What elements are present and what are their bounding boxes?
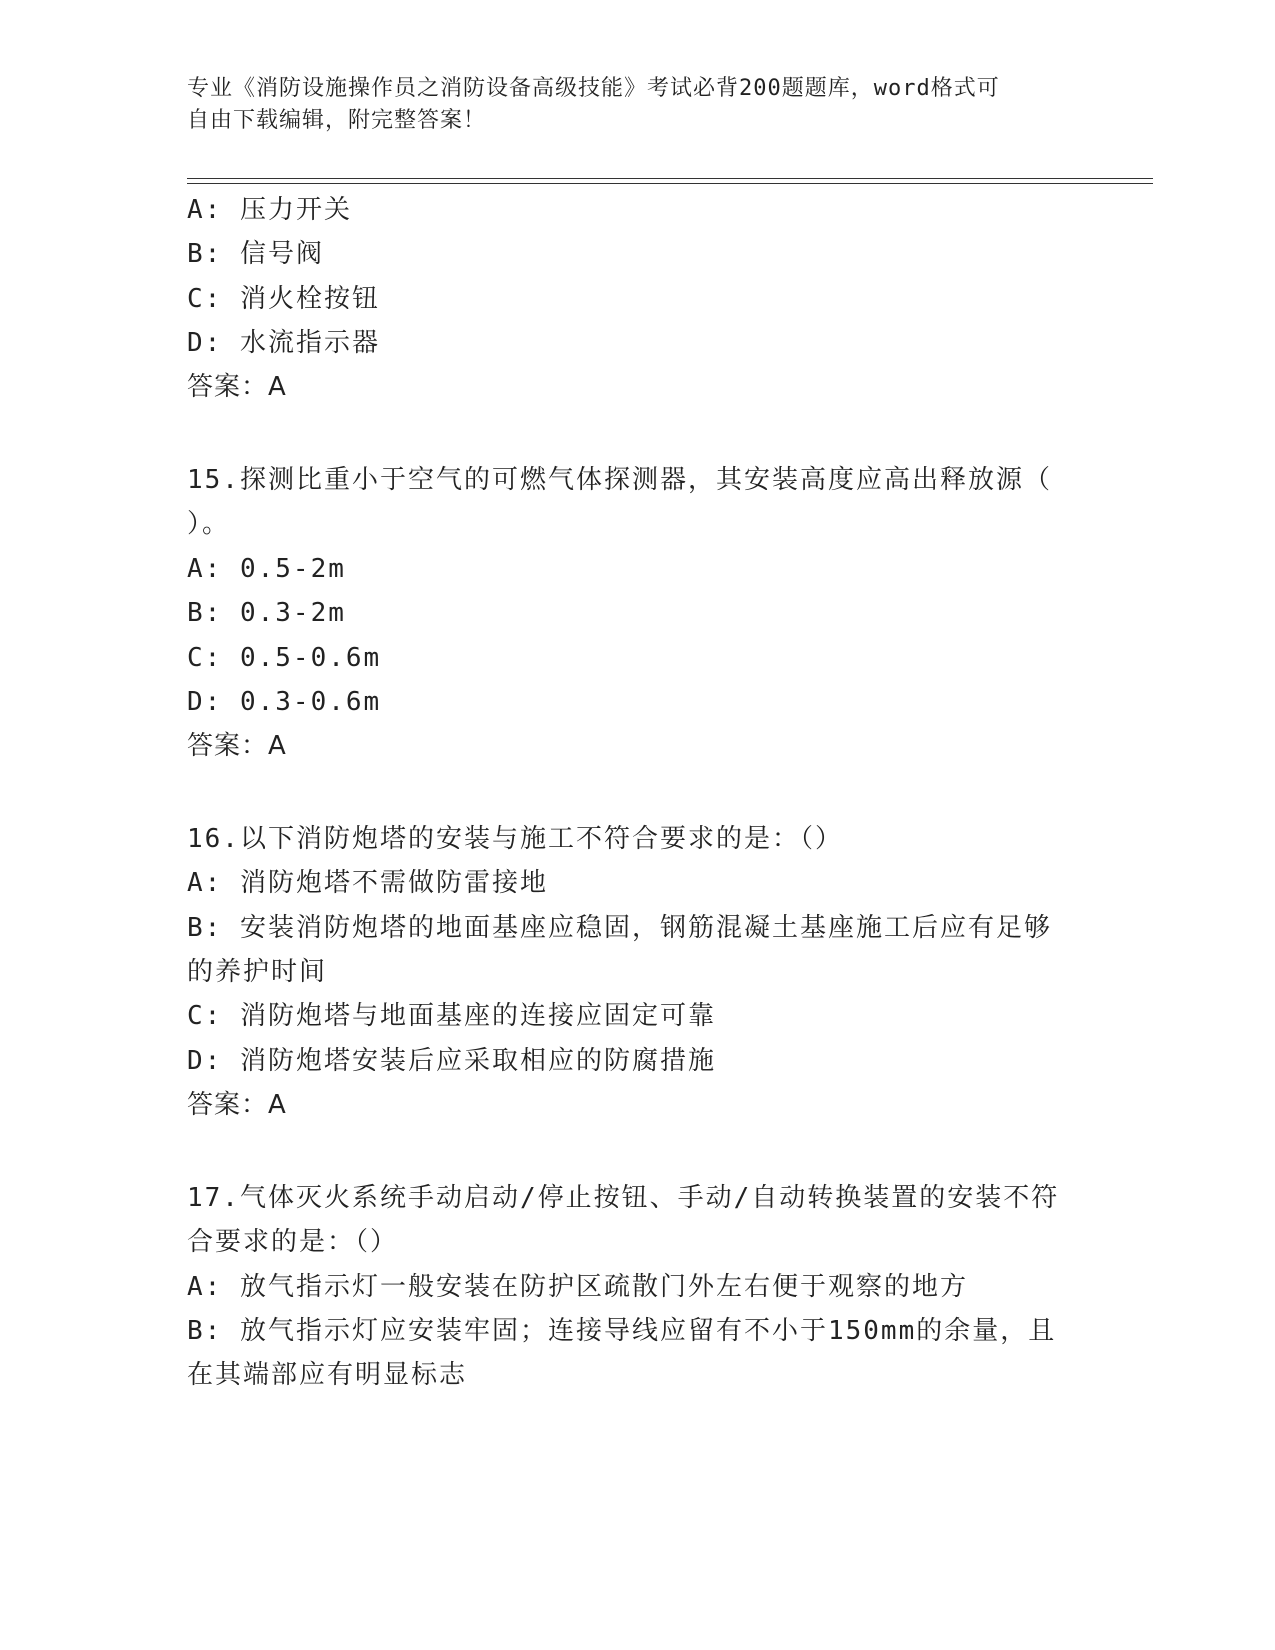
q16-option-c: C: 消防炮塔与地面基座的连接应固定可靠 — [187, 1001, 716, 1031]
q15-answer: 答案：A — [187, 731, 287, 761]
header-rule-bottom — [187, 183, 1153, 184]
q14-answer: 答案：A — [187, 372, 287, 402]
q16-option-d: D: 消防炮塔安装后应采取相应的防腐措施 — [187, 1046, 716, 1076]
q15-option-b: B: 0.3-2m — [187, 598, 346, 628]
q16-answer: 答案：A — [187, 1090, 287, 1120]
document-header — [187, 73, 1067, 137]
q14-option-a: A: 压力开关 — [187, 195, 352, 225]
q17-option-b-line-2: 在其端部应有明显标志 — [187, 1360, 468, 1390]
q15-option-d: D: 0.3-0.6m — [187, 687, 382, 717]
q17-option-b-line-1: B: 放气指示灯应安装牢固；连接导线应留有不小于150mm的余量，且 — [187, 1316, 1057, 1346]
q16-option-b-line-1: B: 安装消防炮塔的地面基座应稳固，钢筋混凝土基座施工后应有足够 — [187, 913, 1052, 943]
q14-option-d: D: 水流指示器 — [187, 328, 380, 358]
q15-option-c: C: 0.5-0.6m — [187, 643, 382, 673]
q15-option-a: A: 0.5-2m — [187, 554, 346, 584]
q15-stem-line-1: 15.探测比重小于空气的可燃气体探测器，其安装高度应高出释放源（ — [187, 465, 1052, 495]
q16-stem: 16.以下消防炮塔的安装与施工不符合要求的是：（） — [187, 824, 843, 854]
header-line-1: 专业《消防设施操作员之消防设备高级技能》考试必背200题题库，word格式可 — [187, 76, 1000, 101]
q16-option-b-line-2: 的养护时间 — [187, 957, 328, 987]
q14-option-c: C: 消火栓按钮 — [187, 284, 380, 314]
q16-option-a: A: 消防炮塔不需做防雷接地 — [187, 868, 548, 898]
q15-stem-line-2: ）。 — [187, 509, 231, 539]
q14-option-b: B: 信号阀 — [187, 239, 324, 269]
q17-stem-line-1: 17.气体灭火系统手动启动/停止按钮、手动/自动转换装置的安装不符 — [187, 1183, 1060, 1213]
header-line-2: 自由下载编辑，附完整答案！ — [187, 108, 487, 133]
q17-option-a: A: 放气指示灯一般安装在防护区疏散门外左右便于观察的地方 — [187, 1272, 968, 1302]
q17-stem-line-2: 合要求的是：（） — [187, 1227, 399, 1257]
header-rule-top — [187, 178, 1153, 179]
